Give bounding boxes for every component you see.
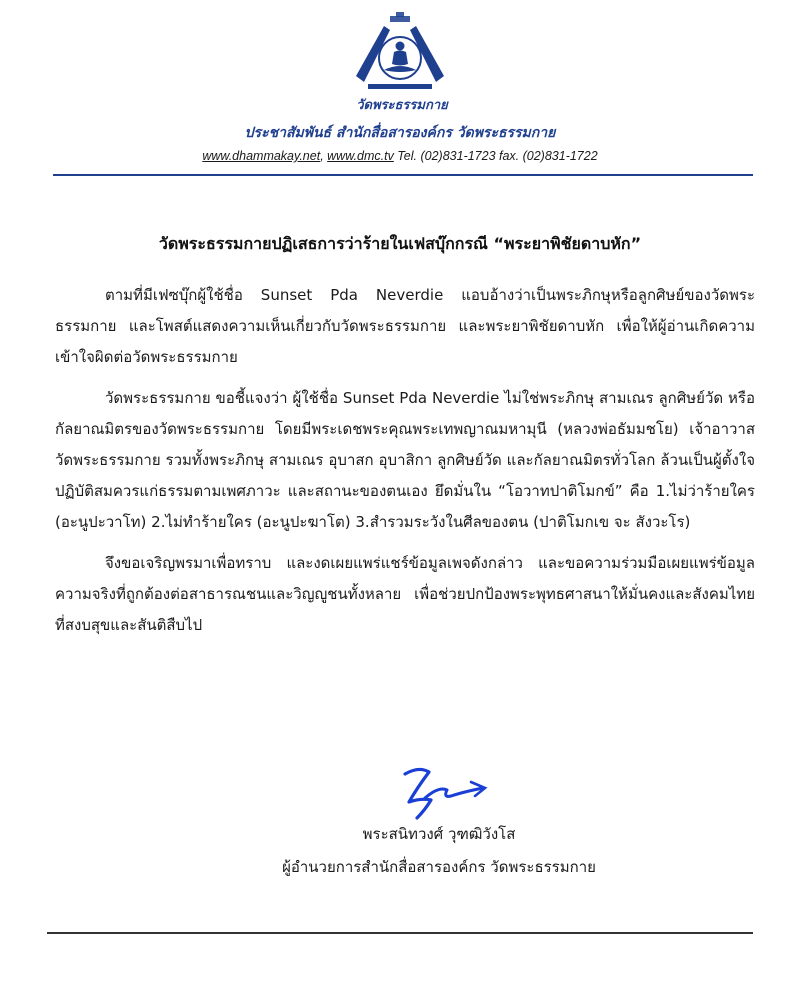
contact-separator: , [320, 149, 328, 163]
org-name: วัดพระธรรมกาย [356, 98, 448, 113]
signature-mark [395, 758, 495, 828]
website-link-dmc[interactable]: www.dmc.tv [327, 149, 394, 163]
paragraph-1: ตามที่มีเฟซบุ๊กผู้ใช้ชื่อ Sunset Pda Neverdie แอบอ้างว่าเป็นพระภิกษุหรือลูกศิษย์ของวัดพระธรรมกาย และโพสต์แสดงความเห็นเกี่ยวกับวัดพระธรรมกาย และพระยาพิชัยดาบหัก เพื่อให้ผู้อ่านเกิดความเข้าใจผิดต่อวัดพระธรรมกาย [55, 286, 755, 366]
signer-position: ผู้อำนวยการสำนักสื่อสารองค์กร วัดพระธรรมกาย [282, 858, 596, 876]
signer-name: พระสนิทวงศ์ วุฑฒิวังโส [362, 825, 516, 843]
paragraph-2: วัดพระธรรมกาย ขอชี้แจงว่า ผู้ใช้ชื่อ Sunset Pda Neverdie ไม่ใช่พระภิกษุ สามเณร ลูกศิษย์วัด หรือกัลยาณมิตรของวัดพระธรรมกาย โดยมีพระเดชพระคุณพระเทพญาณมหามุนี (หลวงพ่อธัมมชโย) เจ้าอาวาสวัดพระธรรมกาย รวมทั้งพระภิกษุ สามเณร อุบาสก อุบาสิกา ลูกศิษย์วัด และกัลยาณมิตรทั่วโลก ล้วนเป็นผู้ตั้งใจปฏิบัติสมควรแก่ธรรมตามเพศภาวะ และสถานะของตนเอง ยึดมั่นใน “โอวาทปาติโมกข์” คือ 1.ไม่ว่าร้ายใคร (อะนูปะวาโท) 2.ไม่ทำร้ายใคร (อะนูปะฆาโต) 3.สำรวมระวังในศีลของตน (ปาติโมกเข จะ สังวะโร) [55, 389, 755, 531]
letter-body [55, 280, 755, 641]
temple-logo [350, 12, 450, 94]
footer-divider [47, 932, 753, 934]
header-divider [53, 174, 753, 176]
document-title: วัดพระธรรมกายปฏิเสธการว่าร้ายในเฟสบุ๊กกรณี “พระยาพิชัยดาบหัก” [158, 234, 642, 253]
website-link-dhammakaya[interactable]: www.dhammakay.net [202, 149, 321, 163]
department-line: ประชาสัมพันธ์ สำนักสื่อสารองค์กร วัดพระธรรมกาย [244, 125, 556, 141]
phone-fax: Tel. (02)831-1723 fax. (02)831-1722 [393, 149, 598, 163]
paragraph-3: จึงขอเจริญพรมาเพื่อทราบ และงดเผยแพร่แชร์ข้อมูลเพจดังกล่าว และขอความร่วมมือเผยแพร่ข้อมูลความจริงที่ถูกต้องต่อสาธารณชนและวิญญูชนทั้งหลาย เพื่อช่วยปกป้องพระพุทธศาสนาให้มั่นคงและสังคมไทยที่สงบสุขและสันติสืบไป [55, 554, 755, 634]
contact-line [0, 149, 800, 163]
